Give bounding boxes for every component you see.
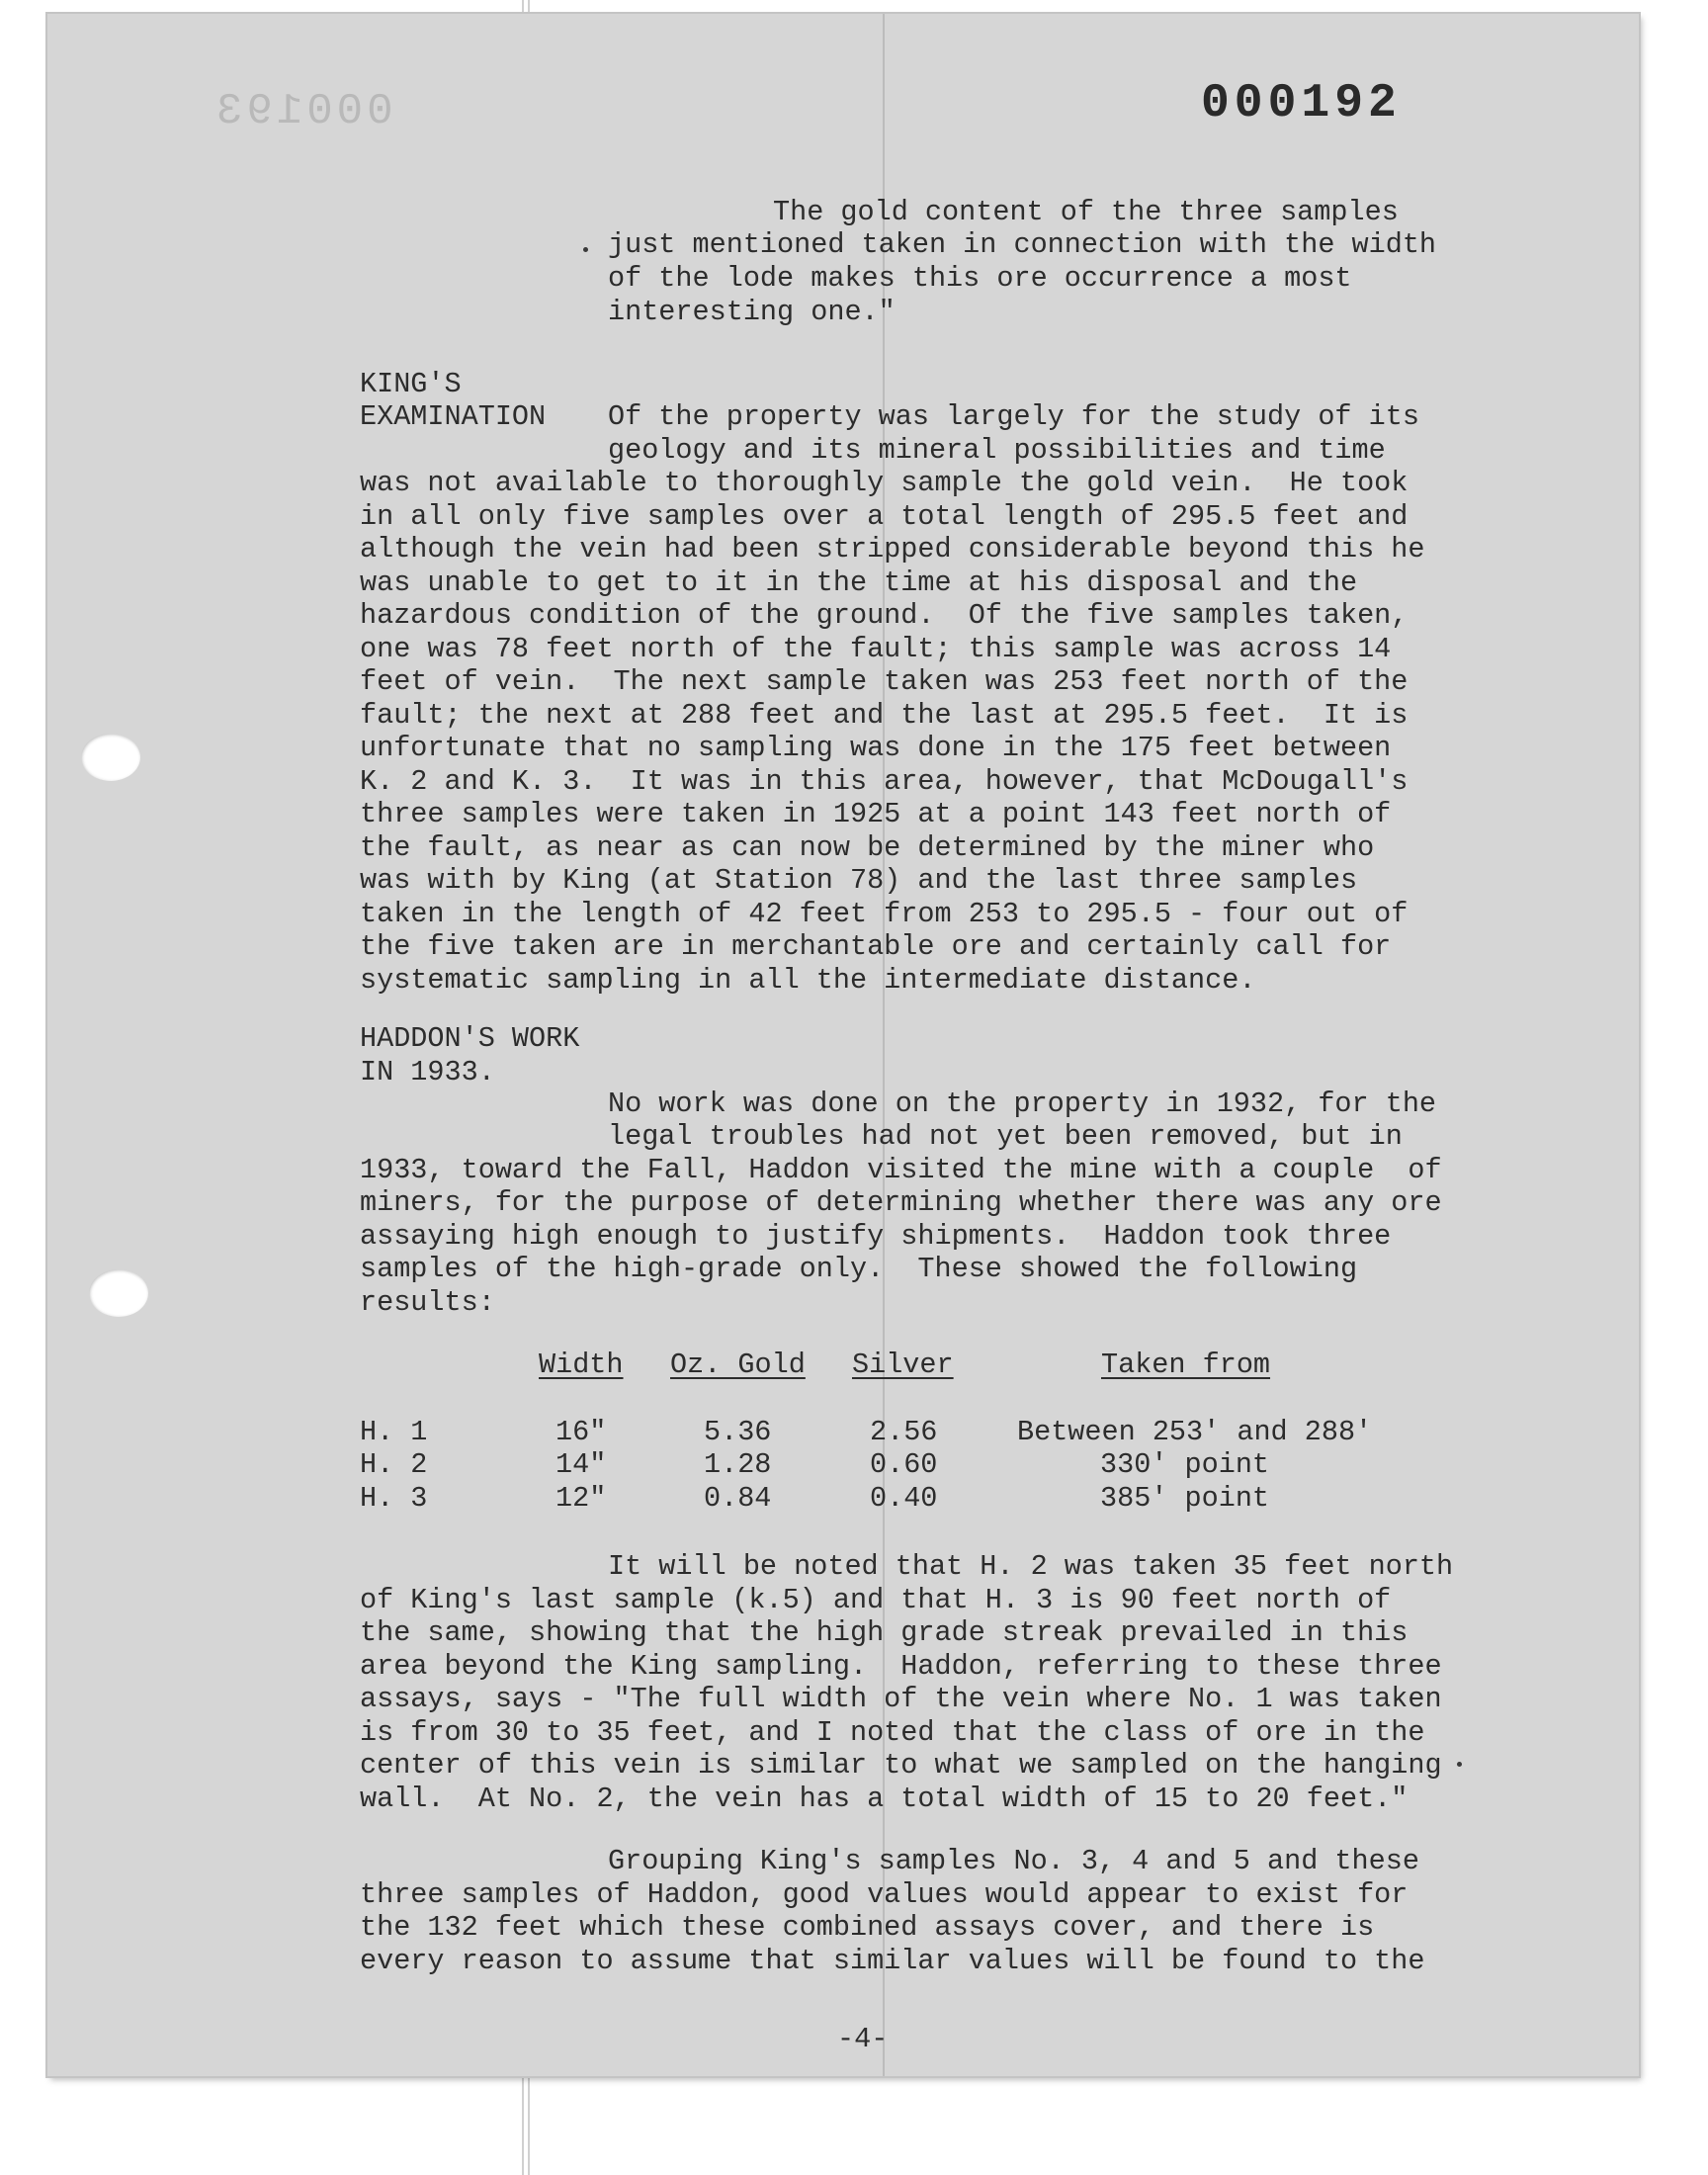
sample-silver: 2.56 bbox=[870, 1416, 938, 1448]
paragraph-line: It will be noted that H. 2 was taken 35 feet north bbox=[608, 1550, 1454, 1583]
punch-hole bbox=[89, 1269, 148, 1317]
table-header-width: Width bbox=[539, 1348, 624, 1381]
paragraph-line: the 132 feet which these combined assays cover, and there is bbox=[360, 1911, 1375, 1944]
paragraph-line: feet of vein. The next sample taken was 253 feet north of the bbox=[360, 665, 1409, 698]
document-stamp-number: 000192 bbox=[1201, 77, 1402, 130]
table-header-silver: Silver bbox=[852, 1348, 954, 1381]
intro-line: interesting one." bbox=[608, 296, 896, 328]
paragraph-line: unfortunate that no sampling was done in the 175 feet between bbox=[360, 732, 1392, 764]
paragraph-line: Grouping King's samples No. 3, 4 and 5 and these bbox=[608, 1845, 1419, 1877]
paragraph-line: three samples were taken in 1925 at a point 143 feet north of bbox=[360, 798, 1392, 830]
paragraph-line: three samples of Haddon, good values would appear to exist for bbox=[360, 1878, 1409, 1911]
sample-silver: 0.60 bbox=[870, 1448, 938, 1481]
table-header-gold: Oz. Gold bbox=[670, 1348, 806, 1381]
paragraph-line: taken in the length of 42 feet from 253 to 295.5 - four out of bbox=[360, 898, 1409, 930]
paragraph-line: center of this vein is similar to what we sampled on the hanging bbox=[360, 1749, 1442, 1782]
sample-silver: 0.40 bbox=[870, 1482, 938, 1515]
sample-gold: 0.84 bbox=[704, 1482, 772, 1515]
section-heading: KING'S bbox=[360, 368, 462, 400]
paragraph-line: systematic sampling in all the intermediate distance. bbox=[360, 964, 1256, 997]
paragraph-line: every reason to assume that similar values will be found to the bbox=[360, 1945, 1425, 1977]
section-heading: IN 1933. bbox=[360, 1056, 495, 1088]
sample-width: 14" bbox=[555, 1448, 607, 1481]
paragraph-line: K. 2 and K. 3. It was in this area, however, that McDougall's bbox=[360, 765, 1409, 798]
paragraph-line: was not available to thoroughly sample the gold vein. He took bbox=[360, 467, 1409, 499]
paragraph-line: results: bbox=[360, 1286, 495, 1319]
table-header-taken-from: Taken from bbox=[1101, 1348, 1271, 1381]
sample-id: H. 1 bbox=[360, 1416, 428, 1448]
paragraph-line: was unable to get to it in the time at his disposal and the bbox=[360, 566, 1358, 599]
paragraph-line: was with by King (at Station 78) and the last three samples bbox=[360, 864, 1358, 897]
paragraph-line: Of the property was largely for the study of its bbox=[608, 400, 1419, 433]
stray-mark bbox=[583, 247, 588, 252]
section-heading: EXAMINATION bbox=[360, 400, 547, 433]
page-number: -4- bbox=[837, 2023, 889, 2055]
paragraph-line: one was 78 feet north of the fault; this sample was across 14 bbox=[360, 633, 1392, 665]
paragraph-line: fault; the next at 288 feet and the last at 295.5 feet. It is bbox=[360, 699, 1409, 732]
paragraph-line: although the vein had been stripped considerable beyond this he bbox=[360, 533, 1425, 566]
paragraph-line: the fault, as near as can now be determined by the miner who bbox=[360, 831, 1375, 864]
paragraph-line: the same, showing that the high grade streak prevailed in this bbox=[360, 1616, 1409, 1649]
punch-hole bbox=[81, 734, 140, 781]
paragraph-line: is from 30 to 35 feet, and I noted that the class of ore in the bbox=[360, 1716, 1425, 1749]
paragraph-line: legal troubles had not yet been removed, but in bbox=[608, 1120, 1403, 1153]
sample-location: 330' point bbox=[1100, 1448, 1270, 1481]
sample-location: Between 253' and 288' bbox=[1017, 1416, 1373, 1448]
paragraph-line: geology and its mineral possibilities and time bbox=[608, 434, 1386, 467]
paragraph-line: No work was done on the property in 1932, for the bbox=[608, 1088, 1437, 1120]
sample-location: 385' point bbox=[1100, 1482, 1270, 1515]
intro-line: of the lode makes this ore occurrence a most bbox=[608, 262, 1352, 295]
paragraph-line: 1933, toward the Fall, Haddon visited the mine with a couple of bbox=[360, 1154, 1442, 1186]
intro-line: The gold content of the three samples bbox=[773, 196, 1399, 228]
sample-id: H. 2 bbox=[360, 1448, 428, 1481]
sample-id: H. 3 bbox=[360, 1482, 428, 1515]
paragraph-line: the five taken are in merchantable ore and certainly call for bbox=[360, 930, 1392, 963]
stray-mark bbox=[1457, 1762, 1462, 1767]
paragraph-line: hazardous condition of the ground. Of the five samples taken, bbox=[360, 599, 1409, 632]
bleed-through-number: 000193 bbox=[213, 87, 393, 136]
sample-gold: 5.36 bbox=[704, 1416, 772, 1448]
paragraph-line: area beyond the King sampling. Haddon, referring to these three bbox=[360, 1650, 1442, 1683]
paragraph-line: wall. At No. 2, the vein has a total width of 15 to 20 feet." bbox=[360, 1783, 1409, 1815]
paragraph-line: assaying high enough to justify shipments. Haddon took three bbox=[360, 1220, 1392, 1253]
section-heading: HADDON'S WORK bbox=[360, 1022, 580, 1055]
sample-gold: 1.28 bbox=[704, 1448, 772, 1481]
paragraph-line: assays, says - "The full width of the vein where No. 1 was taken bbox=[360, 1683, 1442, 1715]
paragraph-line: of King's last sample (k.5) and that H. 3 is 90 feet north of bbox=[360, 1584, 1392, 1616]
intro-line: just mentioned taken in connection with the width bbox=[608, 228, 1437, 261]
paragraph-line: miners, for the purpose of determining whether there was any ore bbox=[360, 1186, 1442, 1219]
paragraph-line: samples of the high-grade only. These showed the following bbox=[360, 1253, 1358, 1285]
sample-width: 12" bbox=[555, 1482, 607, 1515]
sample-width: 16" bbox=[555, 1416, 607, 1448]
paragraph-line: in all only five samples over a total length of 295.5 feet and bbox=[360, 500, 1409, 533]
